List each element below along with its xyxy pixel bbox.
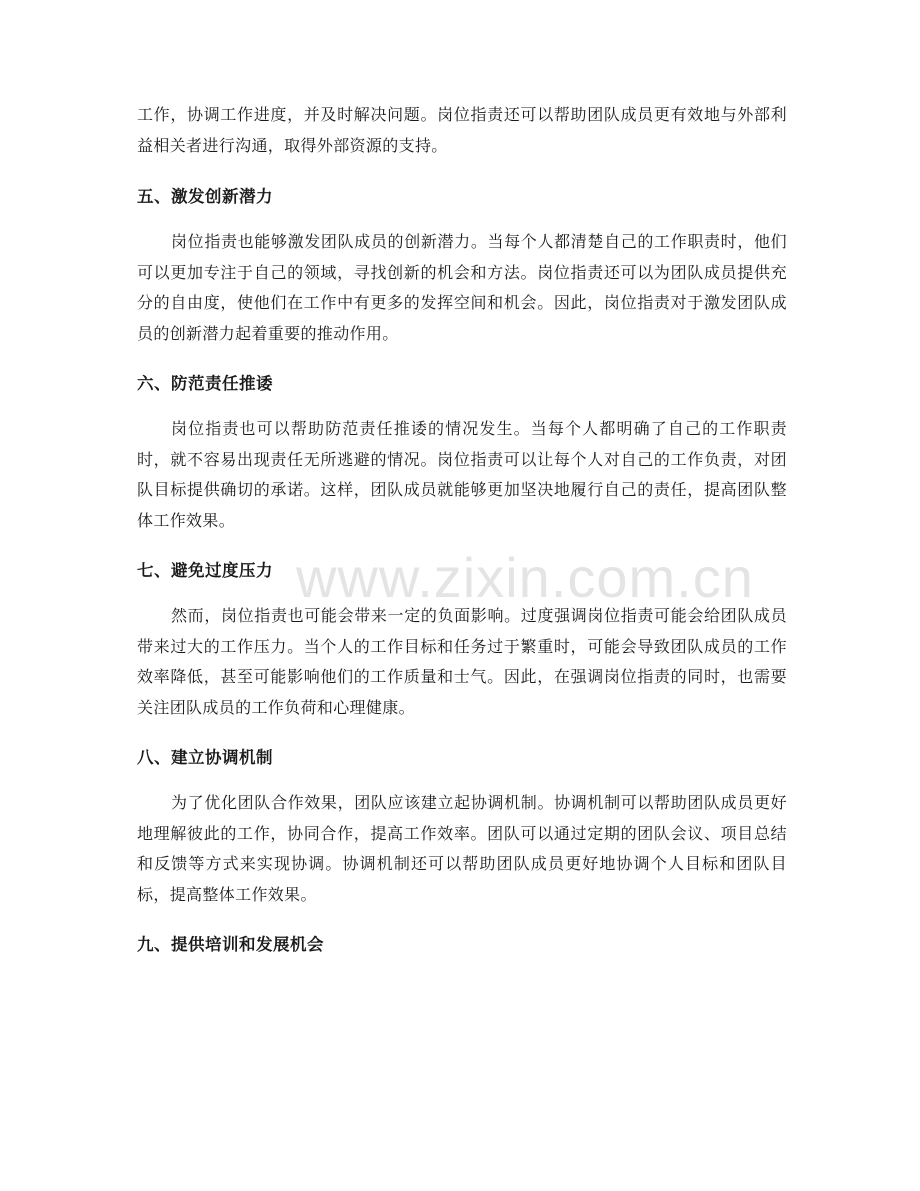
watermark-text: www.zixin.com.cn <box>296 546 754 609</box>
section-paragraph-8: 为了优化团队合作效果，团队应该建立起协调机制。协调机制可以帮助团队成员更好地理解彼此的工作，协同合作，提高工作效率。团队可以通过定期的团队会议、项目总结和反馈等方式来实现协调。协调机制还可以帮助团队成员更好地协调个人目标和团队目标，提高整体工作效果。 <box>137 793 787 904</box>
section-paragraph-6: 岗位指责也可以帮助防范责任推诿的情况发生。当每个人都明确了自己的工作职责时，就不容易出现责任无所逃避的情况。岗位指责可以让每个人对自己的工作负责，对团队目标提供确切的承诺。这样，团队成员就能够更加坚决地履行自己的责任，提高团队整体工作效果。 <box>137 419 787 530</box>
document-body <box>137 100 787 960</box>
intro-paragraph: 工作，协调工作进度，并及时解决问题。岗位指责还可以帮助团队成员更有效地与外部利益相关者进行沟通，取得外部资源的支持。 <box>137 105 787 155</box>
section-heading-6: 六、防范责任推诿 <box>137 374 273 393</box>
section-heading-7: 七、避免过度压力 <box>137 561 273 580</box>
section-heading-5: 五、激发创新潜力 <box>137 187 273 206</box>
section-heading-8: 八、建立协调机制 <box>137 748 273 767</box>
section-heading-9: 九、提供培训和发展机会 <box>137 935 324 954</box>
section-paragraph-5: 岗位指责也能够激发团队成员的创新潜力。当每个人都清楚自己的工作职责时，他们可以更加专注于自己的领域，寻找创新的机会和方法。岗位指责还可以为团队成员提供充分的自由度，使他们在工作中有更多的发挥空间和机会。因此，岗位指责对于激发团队成员的创新潜力起着重要的推动作用。 <box>137 232 787 343</box>
section-paragraph-7: 然而，岗位指责也可能会带来一定的负面影响。过度强调岗位指责可能会给团队成员带来过大的工作压力。当个人的工作目标和任务过于繁重时，可能会导致团队成员的工作效率降低，甚至可能影响他们的工作质量和士气。因此，在强调岗位指责的同时，也需要关注团队成员的工作负荷和心理健康。 <box>137 606 787 717</box>
